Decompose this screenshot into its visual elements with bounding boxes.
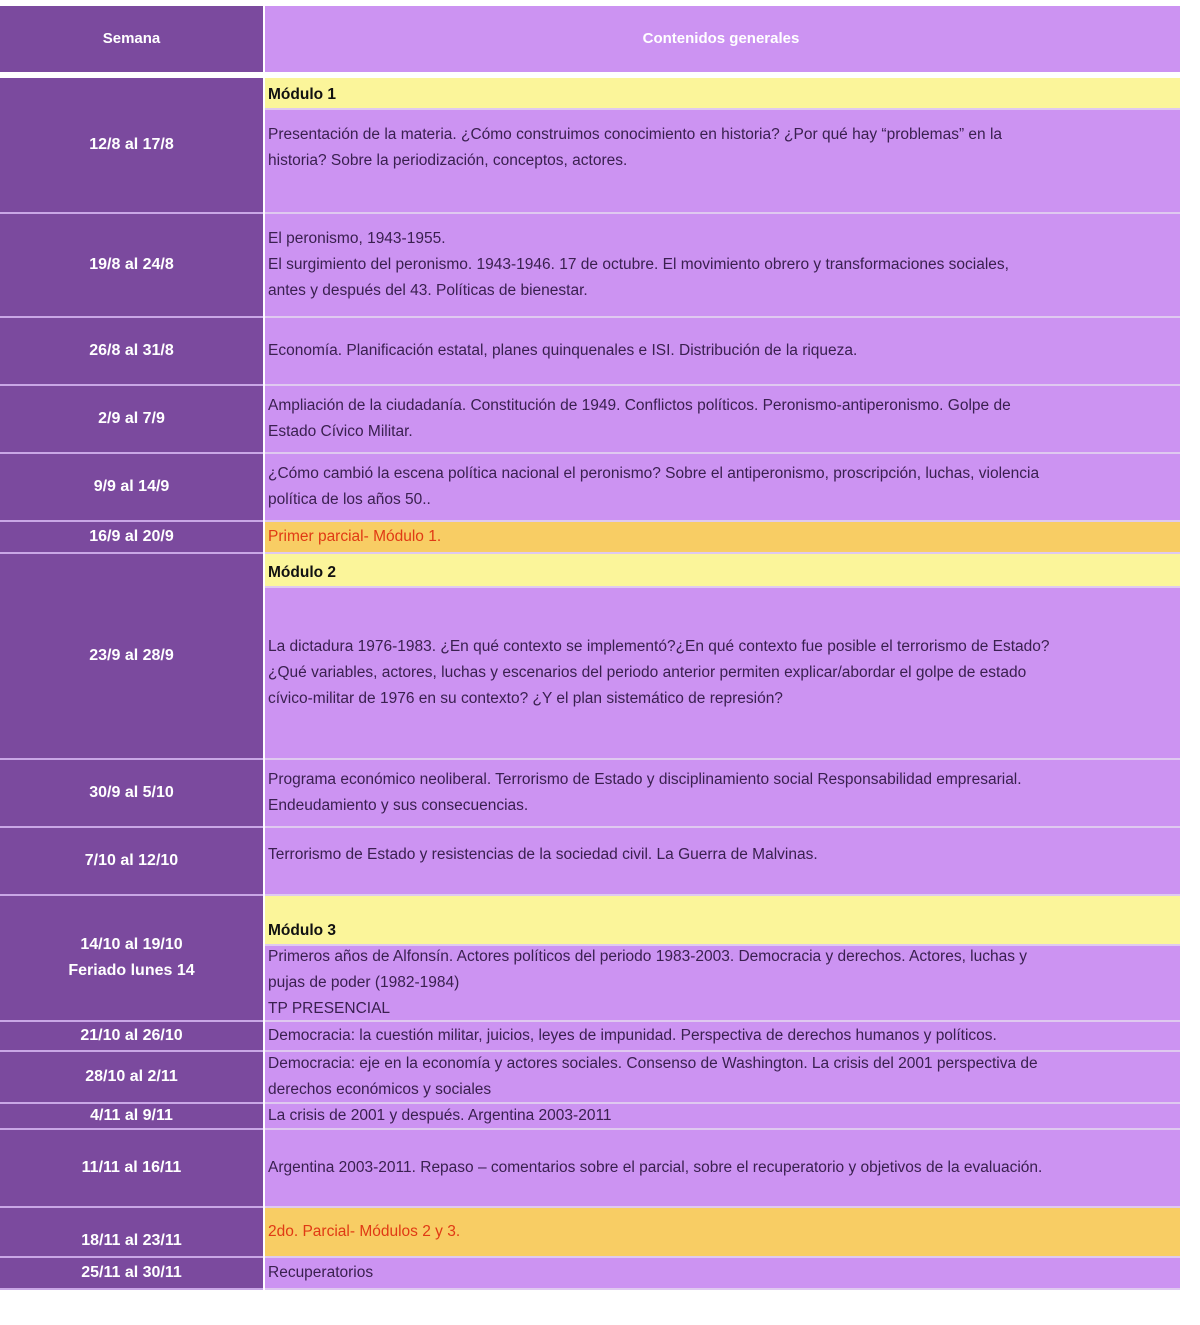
contents-line: historia? Sobre la periodización, conceptos, actores. xyxy=(268,152,628,169)
contents-line: política de los años 50.. xyxy=(268,491,431,508)
week-cell xyxy=(0,1208,263,1258)
week-label: 28/10 al 2/11 xyxy=(85,1068,178,1085)
contents-cell xyxy=(265,214,1180,318)
table-row xyxy=(0,1208,1180,1258)
table-row xyxy=(0,828,1180,896)
contents-line: ¿Cómo cambió la escena política nacional el peronismo? Sobre el antiperonismo, proscripción, luchas, violencia xyxy=(268,465,1040,482)
contents-line: TP PRESENCIAL xyxy=(268,1000,391,1017)
contents-line: Endeudamiento y sus consecuencias. xyxy=(268,797,529,814)
contents-cell xyxy=(265,1104,1180,1130)
contents-line: Democracia: eje en la economía y actores sociales. Consenso de Washington. La crisis del 2001 perspectiva de xyxy=(268,1055,1038,1072)
week-cell xyxy=(0,554,263,760)
module-heading: Módulo 3 xyxy=(265,896,1180,946)
week-cell xyxy=(0,522,263,554)
week-label: 14/10 al 19/10 xyxy=(80,936,183,953)
week-cell xyxy=(0,454,263,522)
week-label: 30/9 al 5/10 xyxy=(89,784,174,801)
table-row xyxy=(0,1258,1180,1290)
contents-line: Presentación de la materia. ¿Cómo construimos conocimiento en historia? ¿Por qué hay “problemas” en la xyxy=(268,126,1003,143)
contents-cell xyxy=(265,588,1180,760)
week-cell xyxy=(0,78,263,214)
table-row xyxy=(0,1052,1180,1104)
table-row xyxy=(0,318,1180,386)
week-label: 18/11 al 23/11 xyxy=(81,1232,182,1249)
header-contents: Contenidos generales xyxy=(265,6,1180,76)
contents-line: El surgimiento del peronismo. 1943-1946. 17 de octubre. El movimiento obrero y transformaciones sociales, xyxy=(268,256,1009,273)
week-cell xyxy=(0,1052,263,1104)
contents-line: Argentina 2003-2011. Repaso – comentarios sobre el parcial, sobre el recuperatorio y objetivos de la evaluación. xyxy=(268,1159,1043,1176)
contents-line: cívico-militar de 1976 en su contexto? ¿Y el plan sistemático de represión? xyxy=(268,690,783,707)
contents-line: Primeros años de Alfonsín. Actores políticos del periodo 1983-2003. Democracia y derechos. Actores, luchas y xyxy=(268,948,1028,965)
table-row xyxy=(0,1022,1180,1052)
table-row xyxy=(0,454,1180,522)
table-row xyxy=(0,78,1180,214)
contents-cell xyxy=(265,1258,1180,1290)
week-cell xyxy=(0,318,263,386)
week-label: 21/10 al 26/10 xyxy=(80,1027,183,1044)
week-label: 2/9 al 7/9 xyxy=(98,410,165,427)
table-row xyxy=(0,1130,1180,1208)
contents-cell xyxy=(265,110,1180,214)
week-label: 16/9 al 20/9 xyxy=(89,528,174,545)
week-label: 11/11 al 16/11 xyxy=(81,1159,182,1176)
week-label: 25/11 al 30/11 xyxy=(81,1264,182,1281)
contents-line: derechos económicos y sociales xyxy=(268,1081,492,1098)
week-label: 26/8 al 31/8 xyxy=(89,342,174,359)
table-row xyxy=(0,214,1180,318)
contents-line: La dictadura 1976-1983. ¿En qué contexto se implementó?¿En qué contexto fue posible el terrorismo de Estado? xyxy=(268,638,1050,655)
contents-cell xyxy=(265,828,1180,896)
contents-cell xyxy=(265,1022,1180,1052)
week-cell xyxy=(0,214,263,318)
module-heading: Módulo 1 xyxy=(265,78,1180,110)
header-week: Semana xyxy=(0,6,263,76)
contents-line: pujas de poder (1982-1984) xyxy=(268,974,460,991)
week-label: 12/8 al 17/8 xyxy=(89,136,174,153)
week-cell xyxy=(0,896,263,1022)
week-cell xyxy=(0,1022,263,1052)
week-cell xyxy=(0,386,263,454)
header-row xyxy=(0,6,1180,76)
table-row xyxy=(0,386,1180,454)
contents-cell xyxy=(265,318,1180,386)
contents-cell xyxy=(265,386,1180,454)
week-cell xyxy=(0,828,263,896)
contents-line: El peronismo, 1943-1955. xyxy=(268,230,446,247)
table-row xyxy=(0,554,1180,760)
contents-line: Programa económico neoliberal. Terrorismo de Estado y disciplinamiento social Responsabilidad empresarial. xyxy=(268,771,1022,788)
contents-cell xyxy=(265,454,1180,522)
exam-cell: Primer parcial- Módulo 1. xyxy=(265,522,1180,554)
table-row xyxy=(0,522,1180,554)
contents-line: Economía. Planificación estatal, planes quinquenales e ISI. Distribución de la riqueza. xyxy=(268,342,858,359)
week-cell xyxy=(0,1258,263,1290)
week-cell xyxy=(0,1130,263,1208)
contents-line: La crisis de 2001 y después. Argentina 2003-2011 xyxy=(268,1107,612,1124)
week-label: 23/9 al 28/9 xyxy=(89,647,174,664)
week-note: Feriado lunes 14 xyxy=(68,962,195,979)
table-row xyxy=(0,1104,1180,1130)
table-row xyxy=(0,896,1180,1022)
module-heading: Módulo 2 xyxy=(265,554,1180,588)
contents-cell xyxy=(265,1130,1180,1208)
exam-cell: 2do. Parcial- Módulos 2 y 3. xyxy=(265,1208,1180,1258)
contents-line: Democracia: la cuestión militar, juicios, leyes de impunidad. Perspectiva de derechos humanos y políticos. xyxy=(268,1027,997,1044)
contents-line: Ampliación de la ciudadanía. Constitución de 1949. Conflictos políticos. Peronismo-antiperonismo. Golpe de xyxy=(268,397,1011,414)
contents-cell xyxy=(265,760,1180,828)
contents-line: ¿Qué variables, actores, luchas y escenarios del periodo anterior permiten explicar/abordar el golpe de estado xyxy=(268,664,1027,681)
contents-cell xyxy=(265,1052,1180,1104)
contents-line: Recuperatorios xyxy=(268,1264,374,1281)
contents-line: Estado Cívico Militar. xyxy=(268,423,413,440)
contents-line: Terrorismo de Estado y resistencias de la sociedad civil. La Guerra de Malvinas. xyxy=(268,846,818,863)
table-row xyxy=(0,760,1180,828)
week-label: 7/10 al 12/10 xyxy=(84,852,179,869)
week-label: 4/11 al 9/11 xyxy=(90,1107,173,1124)
contents-cell xyxy=(265,946,1180,1022)
week-cell xyxy=(0,1104,263,1130)
week-label: 19/8 al 24/8 xyxy=(89,256,174,273)
week-label: 9/9 al 14/9 xyxy=(93,478,170,495)
week-cell xyxy=(0,760,263,828)
contents-line: antes y después del 43. Políticas de bienestar. xyxy=(268,282,588,299)
